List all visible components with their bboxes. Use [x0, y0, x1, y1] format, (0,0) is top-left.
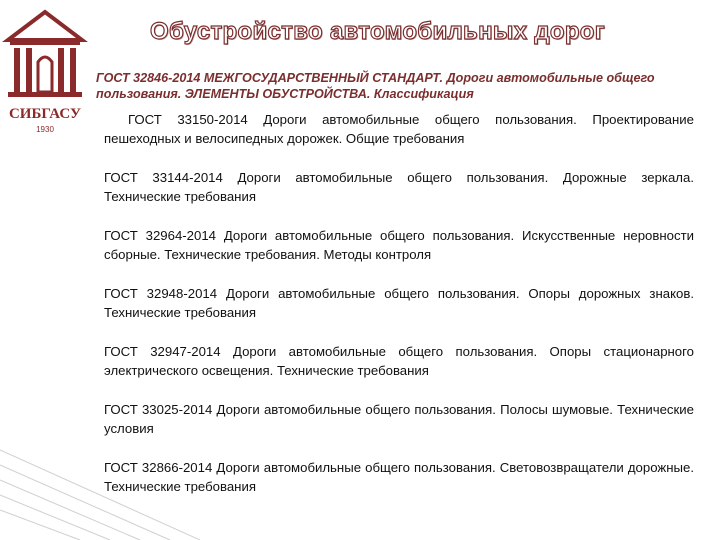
standard-item: ГОСТ 32948-2014 Дороги автомобильные общего пользования. Опоры дорожных знаков. Технические требования: [104, 286, 694, 320]
standard-item: ГОСТ 33150-2014 Дороги автомобильные общего пользования. Проектирование пешеходных и велосипедных дорожек. Общие требования: [104, 112, 694, 146]
standard-item: ГОСТ 32947-2014 Дороги автомобильные общего пользования. Опоры стационарного электрического освещения. Технические требования: [104, 344, 694, 378]
decorative-corner-lines: [0, 430, 200, 540]
logo-year: 1930: [36, 125, 54, 134]
standard-item: ГОСТ 33025-2014 Дороги автомобильные общего пользования. Полосы шумовые. Технические условия: [104, 402, 694, 436]
university-logo: [0, 0, 90, 150]
standard-item: ГОСТ 33144-2014 Дороги автомобильные общего пользования. Дорожные зеркала. Технические требования: [104, 170, 694, 204]
standard-item: ГОСТ 32964-2014 Дороги автомобильные общего пользования. Искусственные неровности сборные. Технические требования. Методы контроля: [104, 228, 694, 262]
classification-standard: ГОСТ 32846-2014 МЕЖГОСУДАРСТВЕННЫЙ СТАНДАРТ. Дороги автомобильные общего пользования. ЭЛЕМЕНТЫ ОБУСТРОЙСТВА. Классификация: [96, 71, 655, 101]
standard-item: ГОСТ 32866-2014 Дороги автомобильные общего пользования. Световозвращатели дорожные. Технические требования: [104, 460, 694, 494]
logo-text: СИБГАСУ: [8, 106, 82, 122]
page-title: Обустройство автомобильных дорог: [150, 18, 606, 45]
